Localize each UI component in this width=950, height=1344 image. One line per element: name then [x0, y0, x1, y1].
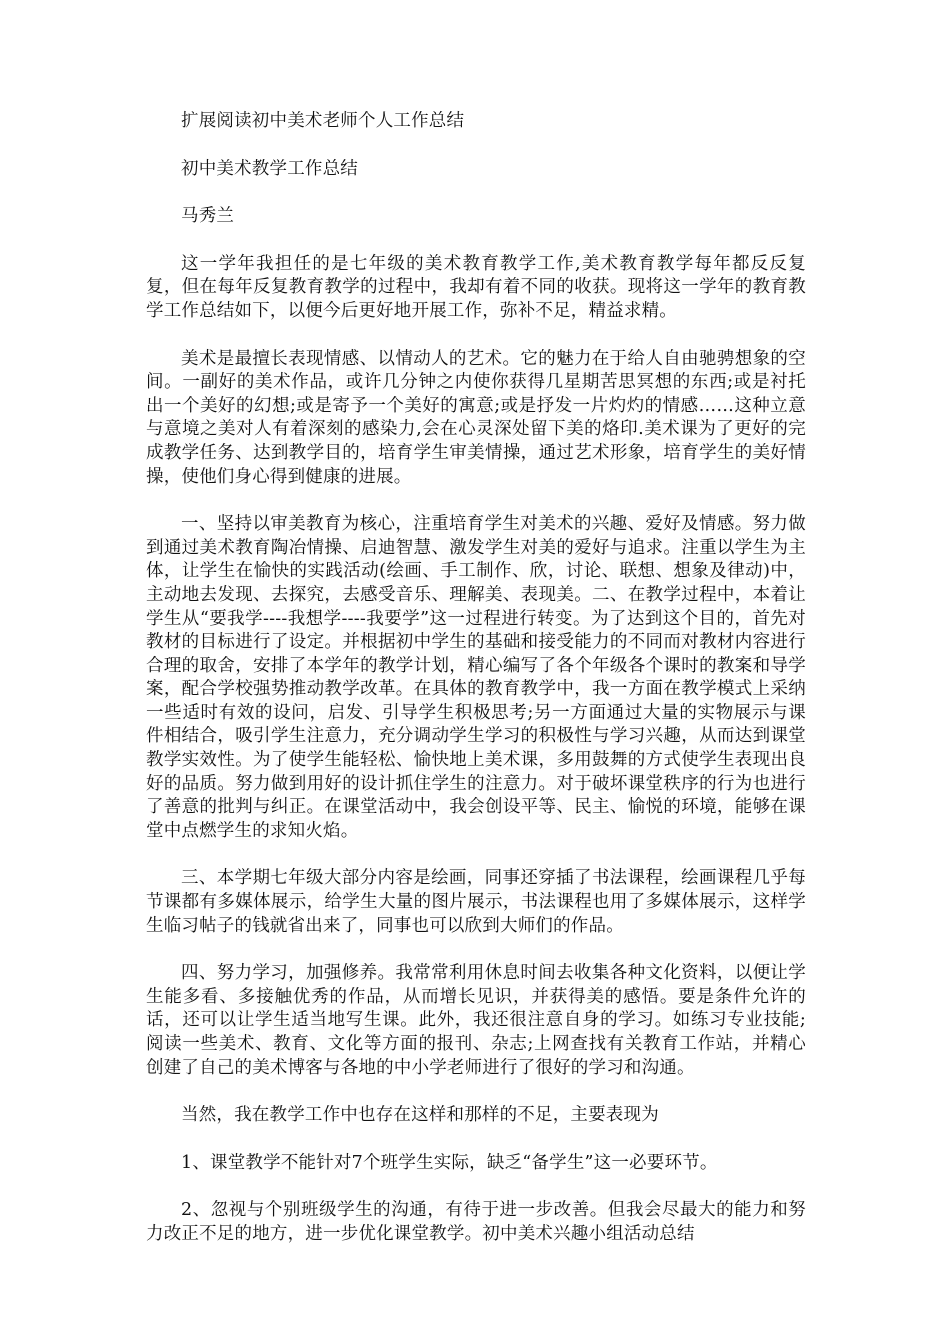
paragraph-art-essence: 美术是最擅长表现情感、以情动人的艺术。它的魅力在于给人自由驰骋想象的空间。一副好的美术作品，或许几分钟之内使你获得几星期苦思冥想的东西;或是衬托出一个美好的幻想;或是寄予一个美好的寓意;或是抒发一片灼灼的情感……这种立意与意境之美对人有着深刻的感染力,会在心灵深处留下美的烙印.美术课为了更好的完成教学任务、达到教学目的，培育学生审美情操，通过艺术形象，培育学生的美好情操，使他们身心得到健康的进展。 — [146, 348, 806, 487]
paragraph-section-4: 四、努力学习，加强修养。我常常利用休息时间去收集各种文化资料，以便让学生能多看、多接触优秀的作品，从而增长见识，并获得美的感悟。要是条件允许的话，还可以让学生适当地写生课。此外，我还很注意自身的学习。如练习专业技能;阅读一些美术、教育、文化等方面的报刊、杂志;上网查找有关教育工作站，并精心创建了自己的美术博客与各地的中小学老师进行了很好的学习和沟通。 — [146, 963, 806, 1078]
document-page — [146, 110, 806, 1247]
document-author: 马秀兰 — [181, 206, 235, 227]
paragraph-shortcomings-intro: 当然，我在教学工作中也存在这样和那样的不足，主要表现为 — [181, 1105, 659, 1126]
paragraph-intro: 这一学年我担任的是七年级的美术教育教学工作,美术教育教学每年都反反复复，但在每年反复教育教学的过程中，我却有着不同的收获。现将这一学年的教育教学工作总结如下，以便今后更好地开展工作，弥补不足，精益求精。 — [146, 253, 806, 321]
paragraph-section-1-2: 一、坚持以审美教育为核心，注重培育学生对美术的兴趣、爱好及情感。努力做到通过美术教育陶冶情操、启迪智慧、激发学生对美的爱好与追求。注重以学生为主体，让学生在愉快的实践活动(绘画、手工制作、欣，讨论、联想、想象及律动)中，主动地去发现、去探究，去感受音乐、理解美、表现美。二、在教学过程中，本着让学生从“要我学----我想学----我要学”这一过程进行转变。为了达到这个目的，首先对教材的目标进行了设定。并根据初中学生的基础和接受能力的不同而对教材内容进行合理的取舍，安排了本学年的教学计划，精心编写了各个年级各个课时的教案和导学案，配合学校强势推动教学改革。在具体的教育教学中，我一方面在教学模式上采纳一些适时有效的设问，启发、引导学生积极思考;另一方面通过大量的实物展示与课件相结合，吸引学生注意力，充分调动学生学习的积极性与学习兴趣，从而达到课堂教学实效性。为了使学生能轻松、愉快地上美术课，多用鼓舞的方式使学生表现出良好的品质。努力做到用好的设计抓住学生的注意力。对于破坏课堂秩序的行为也进行了善意的批判与纠正。在课堂活动中，我会创设平等、民主、愉悦的环境，能够在课堂中点燃学生的求知火焰。 — [146, 514, 806, 841]
paragraph-shortcoming-1: 1、课堂教学不能针对7个班学生实际，缺乏“备学生”这一必要环节。 — [181, 1152, 718, 1173]
document-title: 初中美术教学工作总结 — [181, 158, 358, 179]
paragraph-section-3: 三、本学期七年级大部分内容是绘画，同事还穿插了书法课程，绘画课程几乎每节课都有多媒体展示，给学生大量的图片展示，书法课程也用了多媒体展示，这样学生临习帖子的钱就省出来了，同事也可以欣到大师们的作品。 — [146, 868, 806, 936]
paragraph-shortcoming-2: 2、忽视与个别班级学生的沟通，有待于进一步改善。但我会尽最大的能力和努力改正不足的地方，进一步优化课堂教学。初中美术兴趣小组活动总结 — [146, 1200, 806, 1244]
document-heading-extended-reading: 扩展阅读初中美术老师个人工作总结 — [181, 111, 465, 131]
